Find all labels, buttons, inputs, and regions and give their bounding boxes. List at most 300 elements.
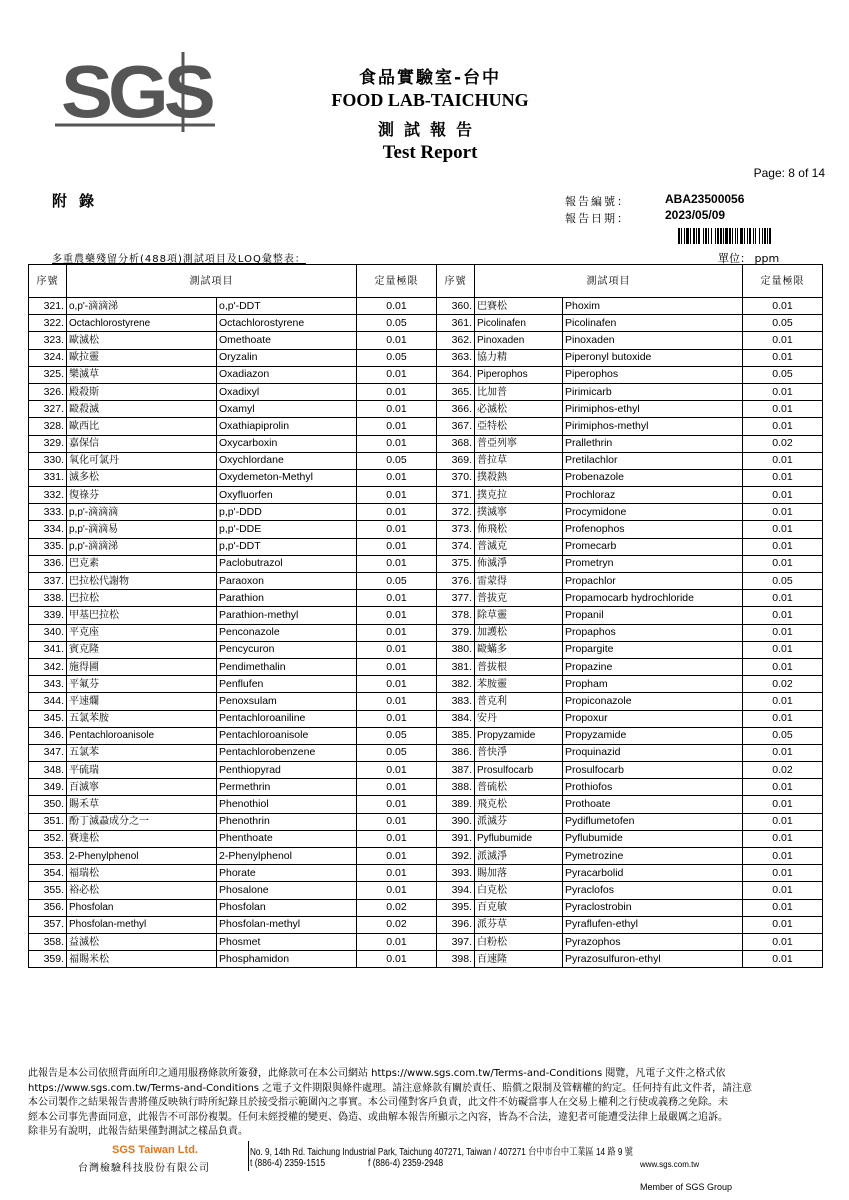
barcode-bar <box>737 228 738 244</box>
loq-value: 0.01 <box>743 487 823 504</box>
seq-number: 360. <box>437 298 475 315</box>
english-name: Propargite <box>563 641 743 658</box>
chinese-name: 飛克松 <box>475 796 563 813</box>
loq-value: 0.01 <box>357 555 437 572</box>
member-of-group: Member of SGS Group <box>640 1182 733 1192</box>
loq-value: 0.01 <box>743 916 823 933</box>
seq-number: 357. <box>29 916 67 933</box>
chinese-name: 加護松 <box>475 624 563 641</box>
english-name: Penoxsulam <box>217 693 357 710</box>
seq-number: 328. <box>29 418 67 435</box>
barcode-bar <box>732 228 733 244</box>
loq-value: 0.02 <box>357 899 437 916</box>
table-row <box>29 401 823 418</box>
seq-number: 390. <box>437 813 475 830</box>
english-name: Oryzalin <box>217 349 357 366</box>
chinese-name: 普拔克 <box>475 590 563 607</box>
table-row <box>29 710 823 727</box>
loq-value: 0.02 <box>743 435 823 452</box>
table-row <box>29 641 823 658</box>
english-name: Permethrin <box>217 779 357 796</box>
english-name: Prochloraz <box>563 487 743 504</box>
disclaimer <box>28 1067 828 1140</box>
english-name: Pentachloroaniline <box>217 710 357 727</box>
loq-value: 0.01 <box>357 366 437 383</box>
chinese-name: 百滅寧 <box>67 779 217 796</box>
chinese-name: p,p'-滴滴滴 <box>67 504 217 521</box>
seq-number: 376. <box>437 573 475 590</box>
loq-value: 0.01 <box>357 762 437 779</box>
disclaimer-line: 本公司製作之結果報告書將僅反映執行時所紀錄且於接受指示範圍內之事實。本公司僅對客戶負責，此文件不妨礙當事人在交易上權利之行使或義務之免除。未 <box>28 1097 728 1108</box>
loq-value: 0.02 <box>357 916 437 933</box>
barcode-bar <box>753 228 754 244</box>
seq-number: 322. <box>29 315 67 332</box>
seq-number: 393. <box>437 865 475 882</box>
loq-value: 0.05 <box>743 366 823 383</box>
seq-number: 383. <box>437 693 475 710</box>
table-row <box>29 590 823 607</box>
chinese-name: 毆蟎多 <box>475 641 563 658</box>
table-row <box>29 762 823 779</box>
seq-number: 358. <box>29 933 67 950</box>
english-name: Prosulfocarb <box>563 762 743 779</box>
seq-number: 380. <box>437 641 475 658</box>
chinese-name: 賜加落 <box>475 865 563 882</box>
page-number: Page: 8 of 14 <box>753 166 825 180</box>
barcode-bar <box>744 228 745 244</box>
loq-value: 0.01 <box>357 865 437 882</box>
barcode-bar <box>764 228 766 244</box>
barcode-bar <box>740 228 743 244</box>
company-address: No. 9, 14th Rd. Taichung Industrial Park, Taichung 407271, Taiwan / 407271 台中市台中工業區 14 路 9 號 <box>250 1147 633 1158</box>
report-date: 2023/05/09 <box>665 208 726 222</box>
english-name: Pyflubumide <box>563 830 743 847</box>
chinese-name: 普快淨 <box>475 744 563 761</box>
loq-value: 0.01 <box>743 504 823 521</box>
lab-title-cn: 食品實驗室-台中 <box>358 68 502 88</box>
barcode-bar <box>762 228 763 244</box>
chinese-name: Propyzamide <box>475 727 563 744</box>
seq-number: 343. <box>29 676 67 693</box>
chinese-name: 百速隆 <box>475 951 563 968</box>
report-no: ABA23500056 <box>665 192 745 206</box>
unit-label: 單位： ppm <box>718 252 780 265</box>
barcode-bar <box>703 228 704 244</box>
chinese-name: 百克敏 <box>475 899 563 916</box>
barcode-bar <box>725 228 728 244</box>
seq-number: 356. <box>29 899 67 916</box>
chinese-name: Pentachloroanisole <box>67 727 217 744</box>
seq-number: 388. <box>437 779 475 796</box>
chinese-name: 派滅芬 <box>475 813 563 830</box>
loq-value: 0.01 <box>357 693 437 710</box>
seq-number: 373. <box>437 521 475 538</box>
chinese-name: 派芬草 <box>475 916 563 933</box>
table-row <box>29 315 823 332</box>
chinese-name: 苯胺靈 <box>475 676 563 693</box>
chinese-name: 平速爛 <box>67 693 217 710</box>
chinese-name: Phosfolan <box>67 899 217 916</box>
english-name: Pirimiphos-methyl <box>563 418 743 435</box>
barcode-bar <box>723 228 724 244</box>
barcode-bar <box>749 228 751 244</box>
seq-number: 323. <box>29 332 67 349</box>
english-name: Pydiflumetofen <box>563 813 743 830</box>
barcode-bar <box>686 228 689 244</box>
chinese-name: Pinoxaden <box>475 332 563 349</box>
seq-number: 363. <box>437 349 475 366</box>
chinese-name: 巴克素 <box>67 555 217 572</box>
seq-number: 324. <box>29 349 67 366</box>
seq-number: 350. <box>29 796 67 813</box>
english-name: Propaphos <box>563 624 743 641</box>
seq-number: 397. <box>437 933 475 950</box>
loq-value: 0.01 <box>743 469 823 486</box>
seq-number: 345. <box>29 710 67 727</box>
loq-value: 0.01 <box>743 401 823 418</box>
english-name: Prallethrin <box>563 435 743 452</box>
english-name: Prothoate <box>563 796 743 813</box>
seq-number: 338. <box>29 590 67 607</box>
english-name: Paclobutrazol <box>217 555 357 572</box>
table-row <box>29 349 823 366</box>
english-name: Proquinazid <box>563 744 743 761</box>
english-name: Phoxim <box>563 298 743 315</box>
seq-number: 367. <box>437 418 475 435</box>
loq-value: 0.01 <box>357 813 437 830</box>
chinese-name: 普滅克 <box>475 538 563 555</box>
company-phone: t (886-4) 2359-1515 <box>250 1158 326 1169</box>
english-name: Pyrazophos <box>563 933 743 950</box>
table-row <box>29 452 823 469</box>
english-name: Phenothrin <box>217 813 357 830</box>
loq-value: 0.01 <box>743 830 823 847</box>
seq-number: 336. <box>29 555 67 572</box>
loq-value: 0.01 <box>357 383 437 400</box>
header-seq-right: 序號 <box>437 265 475 298</box>
loq-value: 0.01 <box>743 658 823 675</box>
barcode-bar <box>755 228 756 244</box>
loq-value: 0.01 <box>743 452 823 469</box>
english-name: Pretilachlor <box>563 452 743 469</box>
table-row <box>29 882 823 899</box>
loq-value: 0.01 <box>357 607 437 624</box>
seq-number: 333. <box>29 504 67 521</box>
seq-number: 352. <box>29 830 67 847</box>
english-name: Oxydemeton-Methyl <box>217 469 357 486</box>
chinese-name: 2-Phenylphenol <box>67 848 217 865</box>
loq-value: 0.01 <box>357 641 437 658</box>
english-name: Pendimethalin <box>217 658 357 675</box>
seq-number: 347. <box>29 744 67 761</box>
english-name: Piperonyl butoxide <box>563 349 743 366</box>
loq-value: 0.01 <box>743 693 823 710</box>
loq-value: 0.01 <box>743 882 823 899</box>
english-name: Pentachloroanisole <box>217 727 357 744</box>
chinese-name: 普克利 <box>475 693 563 710</box>
chinese-name: 協力精 <box>475 349 563 366</box>
table-row <box>29 504 823 521</box>
english-name: Parathion <box>217 590 357 607</box>
loq-value: 0.01 <box>743 813 823 830</box>
company-fax: f (886-4) 2359-2948 <box>368 1158 444 1169</box>
english-name: Prometryn <box>563 555 743 572</box>
seq-number: 334. <box>29 521 67 538</box>
loq-value: 0.01 <box>357 830 437 847</box>
seq-number: 377. <box>437 590 475 607</box>
pesticide-table <box>28 264 823 968</box>
barcode-bar <box>717 228 719 244</box>
barcode-bar <box>690 228 691 244</box>
seq-number: 384. <box>437 710 475 727</box>
table-row <box>29 658 823 675</box>
chinese-name: 施得圃 <box>67 658 217 675</box>
chinese-name: 嘉保信 <box>67 435 217 452</box>
barcode-bar <box>678 228 680 244</box>
company-name-en: SGS Taiwan Ltd. <box>112 1144 198 1156</box>
english-name: Propham <box>563 676 743 693</box>
english-name: p,p'-DDE <box>217 521 357 538</box>
table-row <box>29 332 823 349</box>
english-name: Phosfolan-methyl <box>217 916 357 933</box>
english-name: Phosphamidon <box>217 951 357 968</box>
loq-value: 0.01 <box>743 899 823 916</box>
english-name: Oxycarboxin <box>217 435 357 452</box>
loq-value: 0.01 <box>357 779 437 796</box>
seq-number: 348. <box>29 762 67 779</box>
loq-value: 0.01 <box>357 796 437 813</box>
english-name: Propyzamide <box>563 727 743 744</box>
table-row <box>29 779 823 796</box>
table-row <box>29 624 823 641</box>
table-row <box>29 418 823 435</box>
english-name: Oxadiazon <box>217 366 357 383</box>
barcode-bar <box>767 228 768 244</box>
table-row <box>29 487 823 504</box>
table-row <box>29 796 823 813</box>
chinese-name: 益滅松 <box>67 933 217 950</box>
chinese-name: 毆殺滅 <box>67 401 217 418</box>
english-name: Profenophos <box>563 521 743 538</box>
loq-value: 0.01 <box>743 607 823 624</box>
seq-number: 385. <box>437 727 475 744</box>
chinese-name: 平克座 <box>67 624 217 641</box>
english-name: Octachlorostyrene <box>217 315 357 332</box>
chinese-name: Pyflubumide <box>475 830 563 847</box>
chinese-name: 安丹 <box>475 710 563 727</box>
barcode-bar <box>715 228 716 244</box>
seq-number: 337. <box>29 573 67 590</box>
chinese-name: 平氟芬 <box>67 676 217 693</box>
barcode-bar <box>735 228 736 244</box>
english-name: Pinoxaden <box>563 332 743 349</box>
chinese-name: 佈滅淨 <box>475 555 563 572</box>
report-title-cn: 測試報告 <box>377 120 482 139</box>
lab-title-en: FOOD LAB-TAICHUNG <box>331 90 529 110</box>
english-name: Phosalone <box>217 882 357 899</box>
english-name: Pyraclostrobin <box>563 899 743 916</box>
table-row <box>29 521 823 538</box>
seq-number: 335. <box>29 538 67 555</box>
header-loq-right: 定量極限 <box>743 265 823 298</box>
table-row <box>29 435 823 452</box>
chinese-name: 甲基巴拉松 <box>67 607 217 624</box>
seq-number: 387. <box>437 762 475 779</box>
sgs-logo <box>55 52 215 132</box>
seq-number: 391. <box>437 830 475 847</box>
chinese-name: p,p'-滴滴易 <box>67 521 217 538</box>
english-name: Penthiopyrad <box>217 762 357 779</box>
disclaimer-line: 此報告是本公司依照背面所印之通用服務條款所簽發，此條款可在本公司網站 https://www.sgs.com.tw/Terms-and-Conditions 閱覽，凡電子文件之格式依 <box>28 1068 726 1079</box>
english-name: 2-Phenylphenol <box>217 848 357 865</box>
english-name: Oxathiapiprolin <box>217 418 357 435</box>
loq-value: 0.05 <box>357 349 437 366</box>
barcode-bar <box>684 228 685 244</box>
loq-value: 0.05 <box>357 744 437 761</box>
chinese-name: 五氯苯 <box>67 744 217 761</box>
chinese-name: 殿殺斯 <box>67 383 217 400</box>
barcode-bar <box>711 228 712 244</box>
english-name: Promecarb <box>563 538 743 555</box>
chinese-name: 巴賽松 <box>475 298 563 315</box>
loq-value: 0.01 <box>357 848 437 865</box>
table-row <box>29 899 823 916</box>
table-row <box>29 744 823 761</box>
chinese-name: 亞特松 <box>475 418 563 435</box>
english-name: Parathion-methyl <box>217 607 357 624</box>
english-name: Propachlor <box>563 573 743 590</box>
chinese-name: 巴拉松 <box>67 590 217 607</box>
chinese-name: 歐西比 <box>67 418 217 435</box>
seq-number: 362. <box>437 332 475 349</box>
seq-number: 331. <box>29 469 67 486</box>
english-name: Pentachlorobenzene <box>217 744 357 761</box>
barcode-bar <box>729 228 731 244</box>
loq-value: 0.01 <box>743 521 823 538</box>
footer-divider <box>248 1141 249 1171</box>
chinese-name: 普硫松 <box>475 779 563 796</box>
loq-value: 0.05 <box>743 727 823 744</box>
english-name: Pyraclofos <box>563 882 743 899</box>
chinese-name: 撲殺熱 <box>475 469 563 486</box>
chinese-name: 歐拉靈 <box>67 349 217 366</box>
loq-value: 0.05 <box>743 573 823 590</box>
chinese-name: 普拔根 <box>475 658 563 675</box>
chinese-name: 普亞列寧 <box>475 435 563 452</box>
english-name: Omethoate <box>217 332 357 349</box>
loq-value: 0.05 <box>743 315 823 332</box>
barcode-bar <box>759 228 760 244</box>
header-loq-left: 定量極限 <box>357 265 437 298</box>
seq-number: 355. <box>29 882 67 899</box>
seq-number: 366. <box>437 401 475 418</box>
table-row <box>29 830 823 847</box>
loq-value: 0.01 <box>743 383 823 400</box>
barcode-bar <box>705 228 707 244</box>
seq-number: 374. <box>437 538 475 555</box>
chinese-name: 撲滅寧 <box>475 504 563 521</box>
barcode-bar <box>693 228 695 244</box>
seq-number: 321. <box>29 298 67 315</box>
barcode-bar <box>708 228 709 244</box>
english-name: Pencycuron <box>217 641 357 658</box>
company-website: www.sgs.com.tw <box>640 1160 700 1169</box>
seq-number: 351. <box>29 813 67 830</box>
english-name: Pyrazosulfuron-ethyl <box>563 951 743 968</box>
table-row <box>29 916 823 933</box>
table-caption: 多重農藥殘留分析(488項)測試項目及LOQ彙整表： <box>52 254 306 265</box>
loq-value: 0.01 <box>743 418 823 435</box>
chinese-name: Piperophos <box>475 366 563 383</box>
loq-value: 0.01 <box>743 538 823 555</box>
header-item-left: 測試項目 <box>67 265 357 298</box>
english-name: o,p'-DDT <box>217 298 357 315</box>
loq-value: 0.02 <box>743 676 823 693</box>
table-row <box>29 607 823 624</box>
english-name: Penconazole <box>217 624 357 641</box>
chinese-name: 樂滅草 <box>67 366 217 383</box>
loq-value: 0.05 <box>357 573 437 590</box>
loq-value: 0.01 <box>357 538 437 555</box>
chinese-name: 歐滅松 <box>67 332 217 349</box>
english-name: Procymidone <box>563 504 743 521</box>
chinese-name: 平硫瑞 <box>67 762 217 779</box>
chinese-name: Phosfolan-methyl <box>67 916 217 933</box>
disclaimer-line: https://www.sgs.com.tw/Terms-and-Conditions 之電子文件期限與條件處理。請注意條款有關於責任、賠償之限制及管轄權的約定。任何持有此文件者，請注意 <box>28 1082 753 1094</box>
seq-number: 394. <box>437 882 475 899</box>
chinese-name: 白克松 <box>475 882 563 899</box>
chinese-name: 比加普 <box>475 383 563 400</box>
seq-number: 382. <box>437 676 475 693</box>
english-name: Pymetrozine <box>563 848 743 865</box>
loq-value: 0.01 <box>357 487 437 504</box>
english-name: Phosfolan <box>217 899 357 916</box>
loq-value: 0.05 <box>357 315 437 332</box>
loq-value: 0.01 <box>357 590 437 607</box>
seq-number: 342. <box>29 658 67 675</box>
loq-value: 0.01 <box>743 298 823 315</box>
seq-number: 389. <box>437 796 475 813</box>
seq-number: 325. <box>29 366 67 383</box>
barcode-bar <box>698 228 700 244</box>
english-name: Phosmet <box>217 933 357 950</box>
english-name: Picolinafen <box>563 315 743 332</box>
loq-value: 0.01 <box>357 298 437 315</box>
seq-number: 372. <box>437 504 475 521</box>
appendix-label: 附錄 <box>52 192 107 210</box>
loq-value: 0.01 <box>357 676 437 693</box>
loq-value: 0.01 <box>743 332 823 349</box>
loq-value: 0.01 <box>743 779 823 796</box>
english-name: Phenothiol <box>217 796 357 813</box>
loq-value: 0.01 <box>743 555 823 572</box>
logo-text: SGS <box>61 50 211 134</box>
seq-number: 365. <box>437 383 475 400</box>
seq-number: 398. <box>437 951 475 968</box>
table-header-row <box>29 265 823 298</box>
seq-number: 386. <box>437 744 475 761</box>
loq-value: 0.01 <box>357 332 437 349</box>
seq-number: 369. <box>437 452 475 469</box>
chinese-name: 賓克隆 <box>67 641 217 658</box>
loq-value: 0.01 <box>743 796 823 813</box>
seq-number: 371. <box>437 487 475 504</box>
chinese-name: 氧化可氯丹 <box>67 452 217 469</box>
loq-value: 0.01 <box>357 951 437 968</box>
loq-value: 0.01 <box>743 848 823 865</box>
table-row <box>29 693 823 710</box>
english-name: Pyracarbolid <box>563 865 743 882</box>
